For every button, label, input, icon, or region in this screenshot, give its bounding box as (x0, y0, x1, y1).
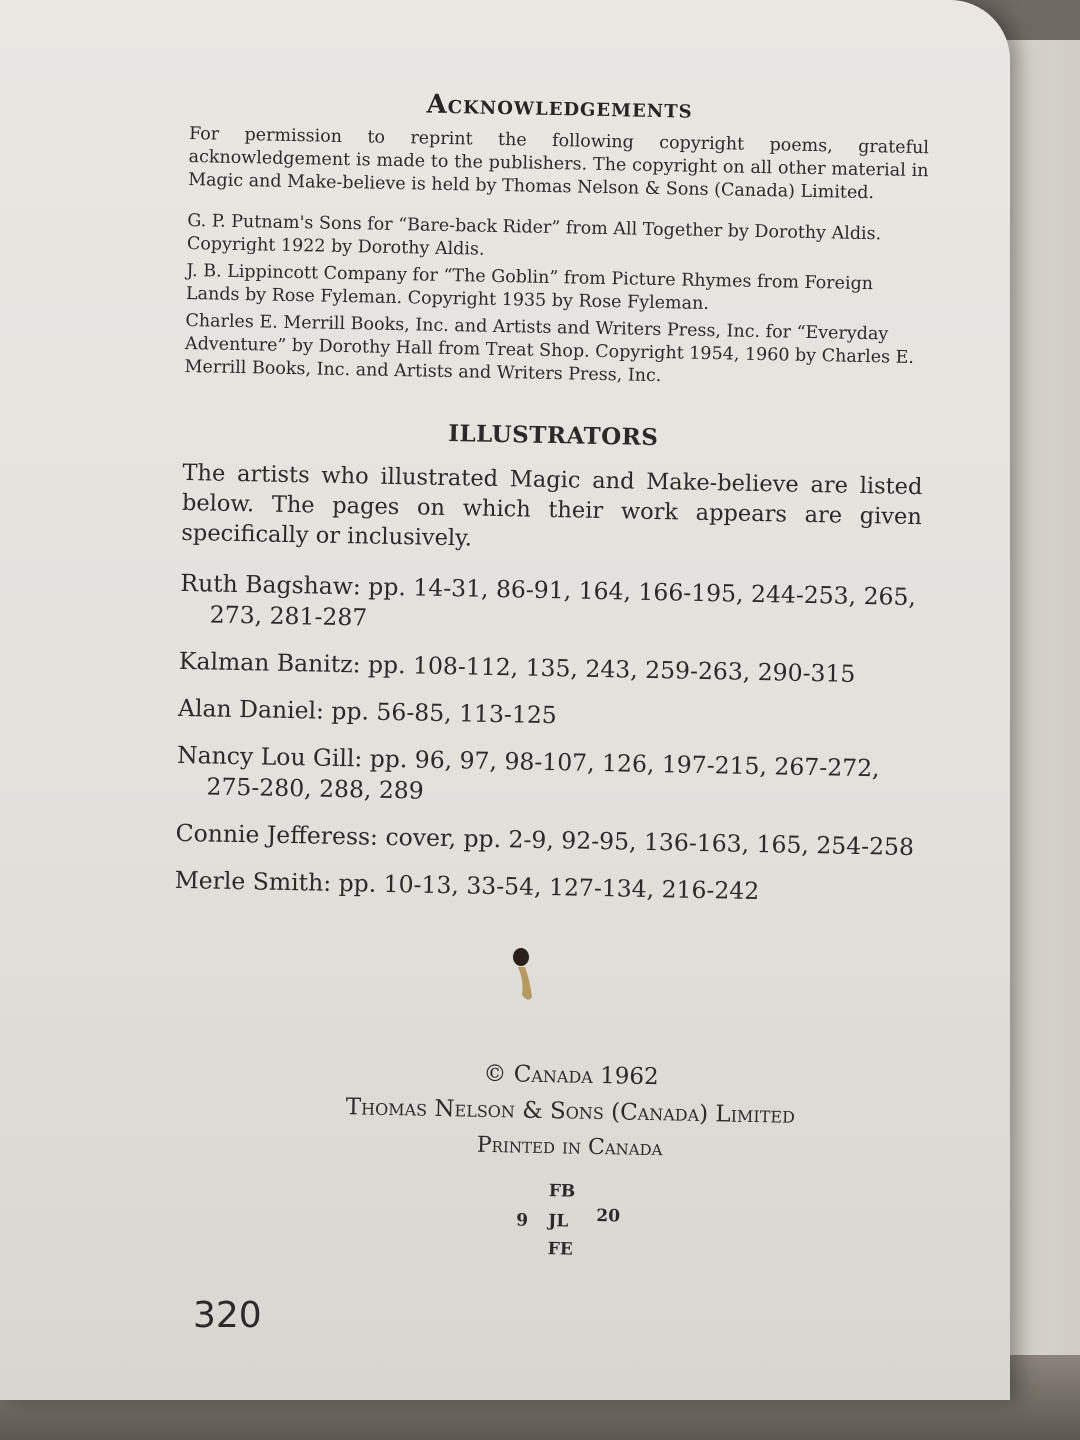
page-number: 320 (193, 1295, 262, 1336)
illustrators-intro: The artists who illustrated Magic and Make-believe are listed below. The pages on which their work appears are given specifically or inclusively. (181, 459, 923, 552)
printing-code-bottom: FE (547, 1239, 573, 1260)
credit-merrill: Charles E. Merrill Books, Inc. and Artists and Writers Press, Inc. for “Everyday Adventure” by Dorothy Hall from Treat Shop. Copyright 1954, 1960 by Charles E. Merrill Books, Inc. and Artists and Writers Press, Inc. (184, 310, 915, 387)
copyright-line: © Canada 1962 (483, 1060, 659, 1091)
illustrator-entry: Alan Daniel: pp. 56-85, 113-125 (177, 693, 558, 730)
page-content (174, 85, 930, 1260)
acknowledgements-intro: For permission to reprint the following copyright poems, grateful acknowledgement is made to the publishers. The copyright on all other material in Magic and Make-believe is held by Thomas Nelson & Sons (Canada) Limited. (187, 123, 930, 204)
illustrator-entry: Ruth Bagshaw: pp. 14-31, 86-91, 164, 166-195, 244-253, 265, 273, 281-287 (180, 568, 917, 632)
printing-code-left: 9 (516, 1210, 529, 1231)
illustrator-entry: Merle Smith: pp. 10-13, 33-54, 127-134, 216-242 (174, 865, 760, 906)
credit-putnam: G. P. Putnam's Sons for “Bare-back Rider” from All Together by Dorothy Aldis. Copyright 1922 by Dorothy Aldis. (186, 210, 882, 260)
page-stain (510, 945, 536, 1005)
imprint (267, 1057, 871, 1277)
printing-code-middle: JL (548, 1211, 569, 1232)
illustrator-entry: Kalman Banitz: pp. 108-112, 135, 243, 259-263, 290-315 (178, 646, 856, 688)
printed-line: Printed in Canada (476, 1132, 663, 1162)
printing-code (467, 1180, 669, 1274)
printing-code-right: 20 (596, 1206, 621, 1227)
publisher-line: Thomas Nelson & Sons (Canada) Limited (345, 1094, 796, 1129)
illustrator-entry: Connie Jefferess: cover, pp. 2-9, 92-95, 136-163, 165, 254-258 (175, 818, 915, 862)
illustrators-heading: ILLUSTRATORS (447, 420, 659, 452)
illustrator-entry: Nancy Lou Gill: pp. 96, 97, 98-107, 126, 197-215, 267-272, 275-280, 288, 289 (176, 740, 880, 805)
credit-lippincott: J. B. Lippincott Company for “The Goblin” from Picture Rhymes from Foreign Lands by Rose Fyleman. Copyright 1935 by Rose Fyleman. (185, 260, 874, 314)
acknowledgements-heading: Acknowledgements (426, 89, 693, 125)
printing-code-top: FB (548, 1181, 576, 1202)
